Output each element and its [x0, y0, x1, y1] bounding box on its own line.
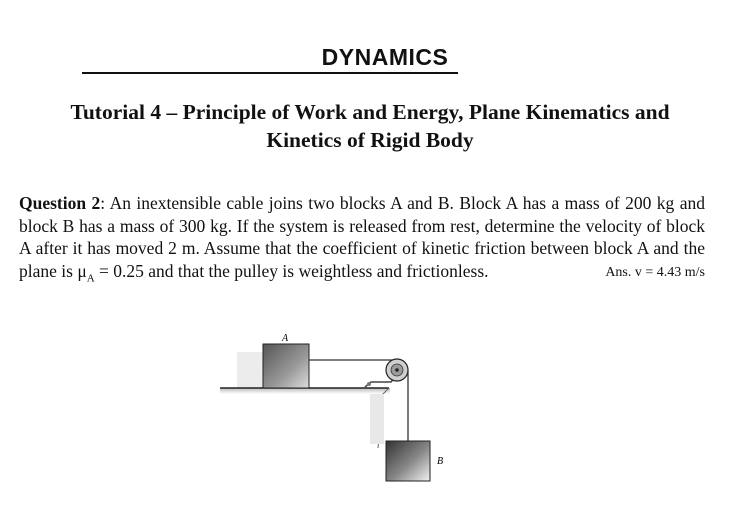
tutorial-title	[20, 98, 720, 154]
answer-text: Ans. v = 4.43 m/s	[605, 264, 705, 280]
tutorial-title-line2: Kinetics of Rigid Body	[266, 128, 474, 152]
plane-surface	[220, 388, 390, 394]
block-a	[263, 344, 309, 388]
mu-subscript: A	[86, 272, 95, 284]
document-title: DYNAMICS	[321, 44, 449, 70]
pulley-axle	[395, 368, 399, 372]
tutorial-title-line1: Tutorial 4 – Principle of Work and Energy, Plane Kinematics and	[70, 100, 670, 124]
header-underline	[82, 72, 458, 74]
bracket-pin	[367, 382, 371, 386]
question-text: : An inextensible cable joins two blocks A and B. Block A has a mass of 200 kg and block B has a mass of 300 kg. If the system is released from rest, determine the velocity of block A after it has moved 2 m. Assume that the coefficient of kinetic friction between block A and the plane is	[19, 193, 705, 281]
block-a-label: A	[281, 333, 289, 344]
question-paragraph	[19, 192, 705, 290]
wall-shade	[370, 394, 384, 444]
question-label: Question 2	[19, 193, 101, 213]
block-b	[386, 441, 430, 481]
pulley-block-figure	[215, 328, 455, 488]
mu-symbol: μ	[77, 260, 87, 281]
question-text-end: = 0.25 and that the pulley is weightless and frictionless.	[94, 260, 489, 281]
block-b-label: B	[437, 456, 444, 467]
